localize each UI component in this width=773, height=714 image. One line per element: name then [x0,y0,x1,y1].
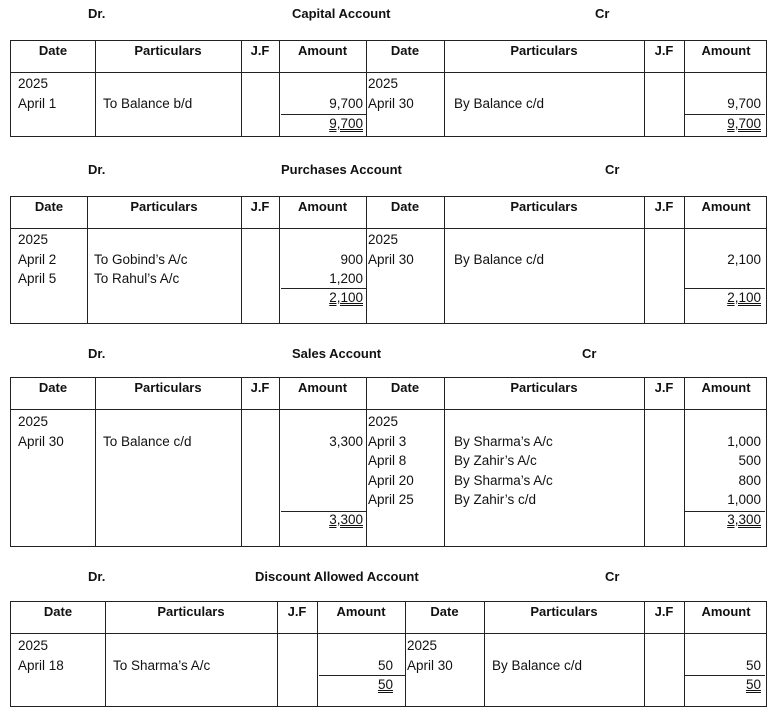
particulars-header: Particulars [157,604,225,619]
cr-amount: 800 [738,472,761,488]
cr-particular: By Balance c/d [454,251,545,267]
dr-label: Dr. [88,6,106,21]
cr-particular: By Zahir’s A/c [454,453,537,468]
dr-total: 3,300 [329,512,363,527]
dr-amounts [317,636,393,675]
cr-label: Cr [605,569,620,584]
dr-date: 2025 [18,76,49,91]
sales-account-ledger [0,346,773,550]
cr-date: April 30 [407,657,453,673]
dr-amounts [279,230,363,289]
particulars-header: Particulars [510,380,578,395]
jf-header: J.F [654,604,674,619]
cr-particular: By Balance c/d [454,95,545,111]
cr-amount: 2,100 [727,251,761,267]
dr-label: Dr. [88,569,106,584]
dr-date: April 30 [18,433,64,449]
ledger-header [0,6,773,24]
dr-total: 2,100 [329,290,363,305]
cr-amount: 500 [738,453,761,468]
dr-date: April 18 [18,657,64,673]
date-header: Date [38,43,68,58]
cr-amount: 9,700 [727,95,761,111]
cr-date: 2025 [368,232,399,247]
dr-amount: 900 [340,251,363,267]
dr-amounts [279,74,363,113]
jf-header: J.F [250,380,270,395]
amount-header: Amount [701,380,751,395]
dr-particulars [103,74,192,113]
particulars-header: Particulars [510,199,578,214]
dr-amount: 50 [377,657,393,673]
ledger-header [0,346,773,364]
amount-header: Amount [297,43,348,58]
discount-allowed-account-ledger [0,569,773,709]
cr-particulars [454,412,553,510]
date-header: Date [43,604,73,619]
amount-header: Amount [297,199,348,214]
dr-particulars [94,230,188,289]
dr-label: Dr. [88,346,106,361]
purchases-account-ledger [0,162,773,326]
cr-particular: By Sharma’s A/c [454,472,553,488]
account-title: Capital Account [292,6,391,21]
dr-particular: To Rahul’s A/c [94,271,180,286]
cr-particulars [492,636,582,675]
amount-header: Amount [701,604,751,619]
dr-dates [18,74,56,113]
cr-total: 9,700 [727,116,761,131]
capital-account-ledger [0,6,773,141]
particulars-header: Particulars [530,604,598,619]
dr-amount: 1,200 [329,271,363,286]
date-header: Date [34,199,64,214]
dr-date: April 2 [18,251,57,267]
dr-amounts [279,412,363,451]
cr-particular: By Balance c/d [492,657,583,673]
cr-particulars [454,74,544,113]
cr-amount: 1,000 [727,492,761,507]
cr-amounts [684,74,761,113]
cr-date: April 8 [368,453,407,468]
date-header: Date [430,604,459,619]
dr-particular: To Gobind’s A/c [94,251,188,267]
ledger-table [10,377,767,547]
jf-header: J.F [654,199,674,214]
cr-date: April 30 [368,251,414,267]
cr-amount: 50 [745,657,761,673]
date-header: Date [390,43,420,58]
jf-header: J.F [250,199,270,214]
cr-particulars [454,230,544,269]
jf-header: J.F [250,43,270,58]
cr-label: Cr [605,162,620,177]
dr-particular: To Balance b/d [103,95,193,111]
date-header: Date [38,380,68,395]
cr-dates [368,230,414,269]
amount-header: Amount [297,380,348,395]
jf-header: J.F [654,380,674,395]
jf-header: J.F [287,604,307,619]
amount-header: Amount [701,199,751,214]
dr-dates [18,636,64,675]
cr-dates [368,412,414,510]
dr-total: 9,700 [329,116,363,131]
cr-date: April 30 [368,95,414,111]
cr-total: 3,300 [727,512,761,527]
amount-header: Amount [701,43,751,58]
dr-amount: 3,300 [329,433,363,449]
dr-particular: To Sharma’s A/c [113,657,211,673]
ledger-table [10,196,767,324]
ledger-header [0,162,773,180]
cr-amount: 1,000 [727,433,761,449]
cr-dates [407,636,453,675]
cr-particular: By Zahir’s c/d [454,492,537,507]
date-header: Date [390,380,420,395]
cr-label: Cr [582,346,597,361]
dr-amount: 9,700 [329,95,363,111]
account-title: Sales Account [292,346,382,361]
ledger-table [10,601,767,707]
dr-date: 2025 [18,638,49,653]
cr-label: Cr [595,6,610,21]
cr-date: April 3 [368,433,407,449]
dr-date: April 1 [18,95,57,111]
cr-date: 2025 [368,76,399,91]
dr-total: 50 [377,677,393,692]
cr-date: April 20 [368,472,414,488]
particulars-header: Particulars [510,43,578,58]
dr-dates [18,412,64,451]
dr-date: 2025 [18,414,49,429]
dr-particulars [113,636,210,675]
dr-particulars [103,412,192,451]
dr-label: Dr. [88,162,106,177]
dr-date: 2025 [18,232,49,247]
dr-particular: To Balance c/d [103,433,192,449]
cr-particular: By Sharma’s A/c [454,433,553,449]
cr-date: 2025 [407,638,438,653]
dr-dates [18,230,56,289]
jf-header: J.F [654,43,674,58]
account-title: Purchases Account [281,162,402,177]
cr-amounts [684,412,761,510]
dr-date: April 5 [18,271,57,286]
particulars-header: Particulars [134,43,202,58]
ledger-table [10,40,767,137]
ledger-header [0,569,773,587]
cr-amounts [684,230,761,269]
particulars-header: Particulars [130,199,198,214]
cr-total: 50 [745,677,761,692]
amount-header: Amount [336,604,386,619]
particulars-header: Particulars [134,380,202,395]
date-header: Date [390,199,420,214]
cr-amounts [684,636,761,675]
account-title: Discount Allowed Account [255,569,419,584]
cr-total: 2,100 [727,290,761,305]
cr-date: April 25 [368,492,414,507]
cr-dates [368,74,414,113]
cr-date: 2025 [368,414,399,429]
